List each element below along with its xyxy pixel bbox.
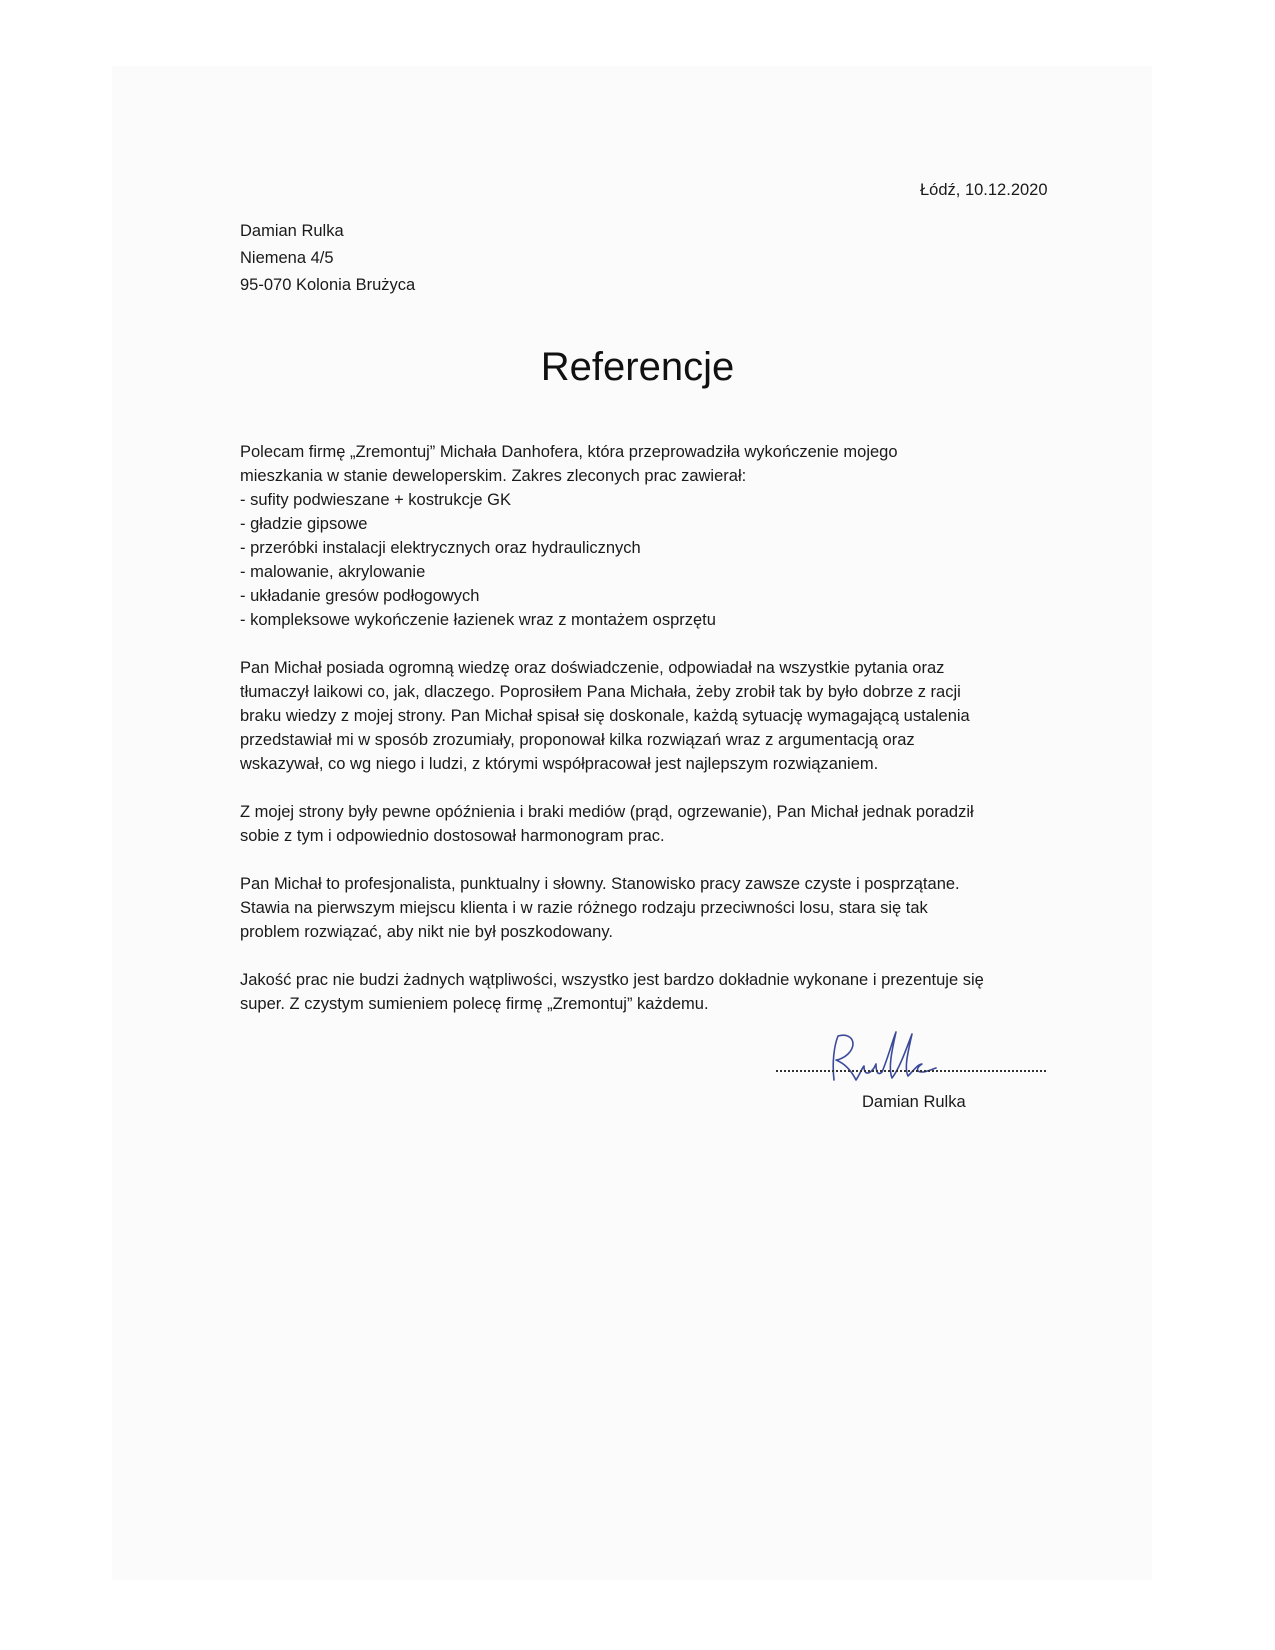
- text-line: Polecam firmę „Zremontuj” Michała Danhofera, która przeprowadziła wykończenie mojego: [240, 443, 898, 461]
- text-line: tłumaczył laikowi co, jak, dlaczego. Poprosiłem Pana Michała, żeby zrobił tak by było dobrze z racji: [240, 683, 961, 701]
- text-line: Pan Michał posiada ogromną wiedzę oraz doświadczenie, odpowiadał na wszystkie pytania oraz: [240, 659, 945, 677]
- paragraph-delays: [240, 800, 1040, 848]
- text-line: braku wiedzy z mojej strony. Pan Michał spisał się doskonale, każdą sytuację wymagającą ustalenia: [240, 707, 970, 725]
- sender-name: Damian Rulka: [240, 222, 344, 240]
- signature-line: [776, 1070, 1046, 1072]
- paragraph-knowledge: [240, 656, 1040, 776]
- text-line: przedstawiał mi w sposób zrozumiały, proponował kilka rozwiązań wraz z argumentacją oraz: [240, 731, 915, 749]
- sender-address: [240, 219, 415, 297]
- scope-item: - gładzie gipsowe: [240, 515, 368, 533]
- text-line: wskazywał, co wg niego i ludzi, z którymi współpracował jest najlepszym rozwiązaniem.: [240, 755, 879, 773]
- scope-item: - sufity podwieszane + kostrukcje GK: [240, 491, 511, 509]
- intro-paragraph: [240, 440, 1040, 632]
- scope-item: - kompleksowe wykończenie łazienek wraz z montażem osprzętu: [240, 611, 716, 629]
- letter-body: [240, 440, 1040, 1040]
- scope-item: - przeróbki instalacji elektrycznych oraz hydraulicznych: [240, 539, 641, 557]
- signature-name: Damian Rulka: [862, 1093, 966, 1111]
- handwritten-signature: [826, 1028, 966, 1088]
- paragraph-professional: [240, 872, 1040, 944]
- sender-city: 95-070 Kolonia Brużyca: [240, 276, 416, 294]
- text-line: Pan Michał to profesjonalista, punktualny i słowny. Stanowisko pracy zawsze czyste i posprzątane.: [240, 875, 960, 893]
- text-line: problem rozwiązać, aby nikt nie był poszkodowany.: [240, 923, 613, 941]
- text-line: sobie z tym i odpowiednio dostosował harmonogram prac.: [240, 827, 665, 845]
- scope-item: - malowanie, akrylowanie: [240, 563, 426, 581]
- text-line: Jakość prac nie budzi żadnych wątpliwości, wszystko jest bardzo dokładnie wykonane i prezentuje się: [240, 971, 984, 989]
- sender-street: Niemena 4/5: [240, 249, 334, 267]
- letter-title: Referencje: [540, 345, 735, 389]
- scope-item: - układanie gresów podłogowych: [240, 587, 480, 605]
- text-line: super. Z czystym sumieniem polecę firmę „Zremontuj” każdemu.: [240, 995, 709, 1013]
- text-line: mieszkania w stanie deweloperskim. Zakres zleconych prac zawierał:: [240, 467, 747, 485]
- place-date: Łódź, 10.12.2020: [920, 181, 1048, 199]
- paragraph-quality: [240, 968, 1040, 1016]
- text-line: Stawia na pierwszym miejscu klienta i w razie różnego rodzaju przeciwności losu, stara się tak: [240, 899, 928, 917]
- text-line: Z mojej strony były pewne opóźnienia i braki mediów (prąd, ogrzewanie), Pan Michał jednak poradził: [240, 803, 974, 821]
